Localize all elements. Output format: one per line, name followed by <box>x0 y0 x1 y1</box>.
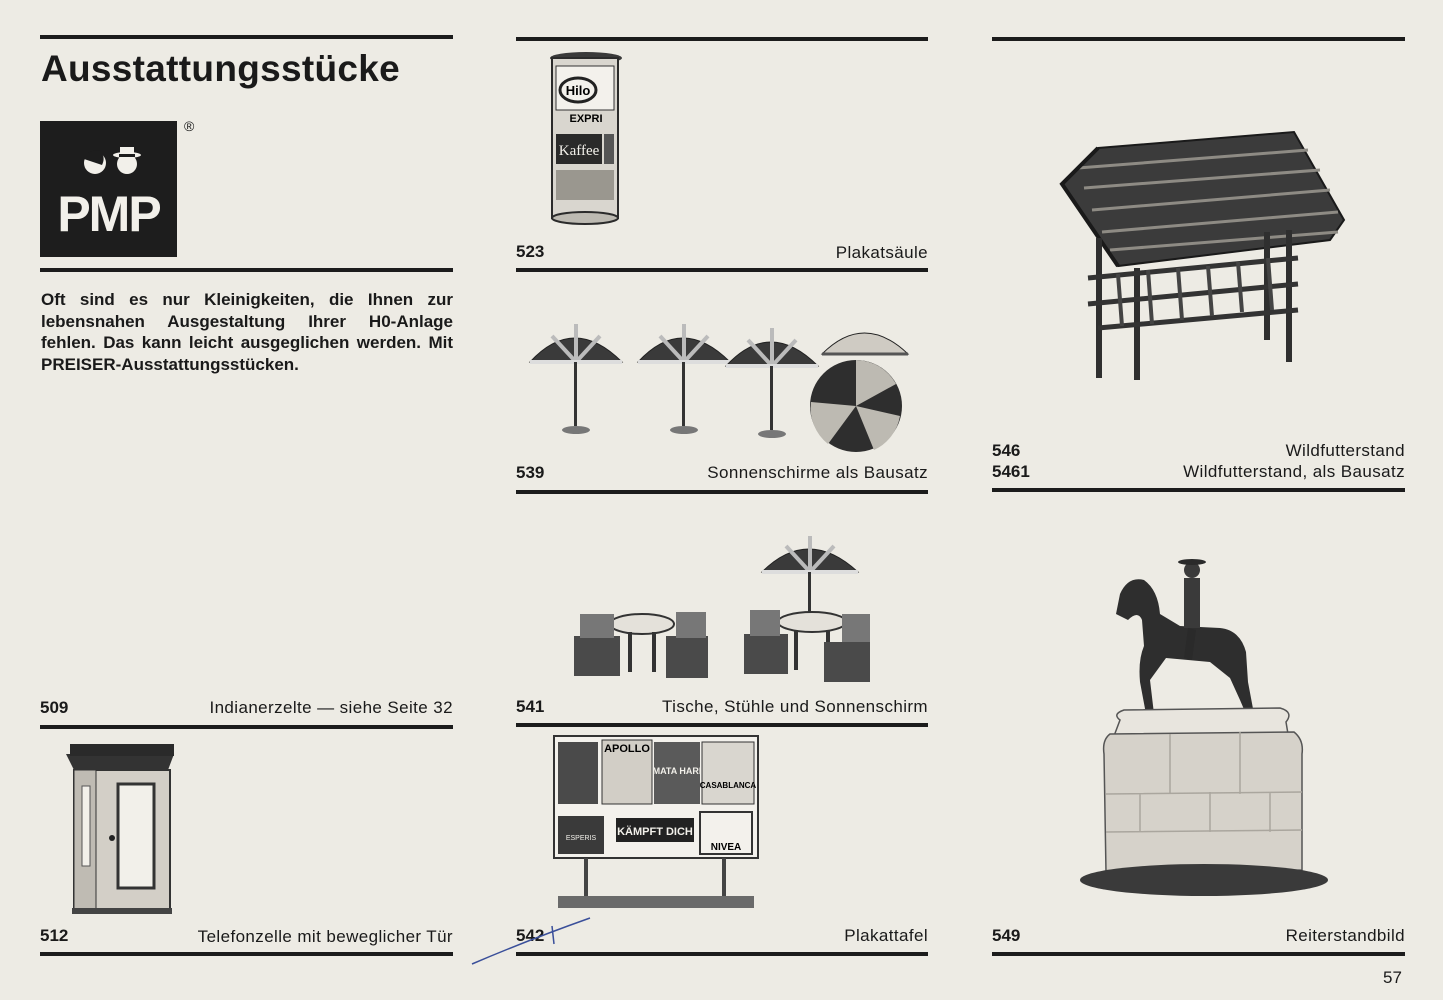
board-poster-3: CASABLANCA <box>699 781 757 790</box>
column-top-rule <box>992 37 1405 41</box>
pillar-poster-2: EXPRI <box>569 113 603 125</box>
registered-mark: ® <box>184 118 195 134</box>
product-number: 541 <box>516 697 545 716</box>
section-rule <box>516 268 928 272</box>
advertising-pillar-icon <box>548 52 624 228</box>
equestrian-statue-icon <box>1080 550 1326 900</box>
board-poster-2: MATA HARI <box>652 766 702 776</box>
product-number: 539 <box>516 463 545 482</box>
logo-text: PMP <box>57 186 160 242</box>
product-label: Wildfutterstand, als Bausatz <box>1183 462 1405 481</box>
section-rule <box>516 723 928 727</box>
page-title: Ausstattungsstücke <box>41 48 401 89</box>
section-rule <box>40 268 453 272</box>
page-number: 57 <box>1383 968 1402 987</box>
product-label: Indianerzelte — siehe Seite 32 <box>209 698 453 717</box>
section-rule <box>516 490 928 494</box>
figures-icon <box>40 121 177 191</box>
pillar-poster-3: Kaffee <box>558 143 600 159</box>
column-top-rule <box>40 35 453 39</box>
product-label: Tische, Stühle und Sonnenschirm <box>662 697 928 716</box>
product-number: 512 <box>40 926 69 945</box>
product-label: Plakatsäule <box>835 243 928 262</box>
intro-text: Oft sind es nur Kleinigkeiten, die Ihnen zur lebensnahen Ausgestaltung Ihrer H0-Anlage fehlen. Das kann leicht ausgeglichen werden. Mit PREISER-Ausstattungsstücken. <box>41 290 453 374</box>
product-label: Plakattafel <box>844 926 928 945</box>
board-poster-6: NIVEA <box>710 842 742 853</box>
product-label: Reiterstandbild <box>1285 926 1405 945</box>
product-label: Wildfutterstand <box>1285 441 1405 460</box>
board-poster-5: ESPERIS <box>565 835 597 842</box>
game-feeder-icon <box>1058 128 1346 384</box>
product-number: 542 <box>516 926 545 945</box>
section-rule <box>992 952 1405 956</box>
pen-mark-icon <box>468 914 594 968</box>
telephone-booth-icon <box>64 740 180 916</box>
product-label: Sonnenschirme als Bausatz <box>707 463 928 482</box>
product-number: 5461 <box>992 462 1030 481</box>
column-top-rule <box>516 37 928 41</box>
board-poster-4: KÄMPFT DICH <box>617 826 693 838</box>
product-label: Telefonzelle mit beweglicher Tür <box>197 927 453 946</box>
parasol-icon <box>526 318 916 460</box>
section-rule <box>992 488 1405 492</box>
product-number: 549 <box>992 926 1021 945</box>
product-number: 523 <box>516 242 545 261</box>
pillar-poster-1: Hilo <box>565 83 591 98</box>
section-rule <box>40 952 453 956</box>
board-poster-1: APOLLO <box>604 743 650 755</box>
billboard-icon <box>554 736 758 912</box>
preiser-logo <box>40 121 177 257</box>
cafe-furniture-icon <box>572 532 874 686</box>
section-rule <box>40 725 453 729</box>
product-number: 546 <box>992 441 1021 460</box>
product-number: 509 <box>40 698 69 717</box>
